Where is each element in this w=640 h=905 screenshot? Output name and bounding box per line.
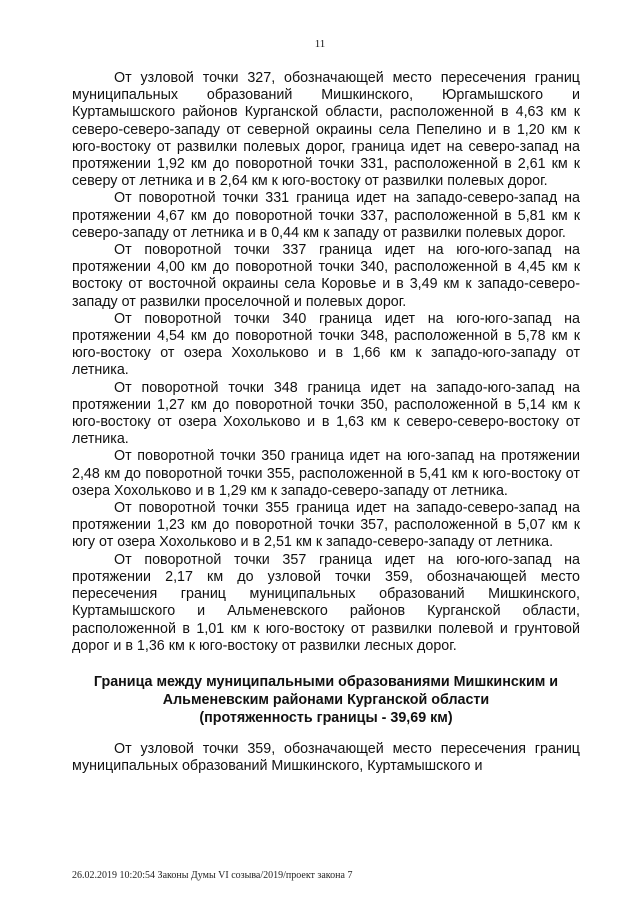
- paragraph-2: От поворотной точки 331 граница идет на западо-северо-запад на протяжении 4,67 км до поворотной точки 337, расположенной в 5,81 км к северо-западу от летника и в 0,44 км к западу от развилки полевых дорог.: [72, 190, 580, 241]
- paragraph-4: От поворотной точки 340 граница идет на юго-юго-запад на протяжении 4,54 км до поворотной точки 348, расположенной в 5,78 км к юго-востоку от озера Хохольково и в 1,66 км к западо-юго-западу от летника.: [72, 310, 580, 379]
- paragraph-8: От поворотной точки 357 граница идет на юго-юго-запад на протяжении 2,17 км до узловой точки 359, обозначающей место пересечения границ муниципальных образований Мишкинского, Куртамышского и Альменевского районов Курганской области, расположенной в 1,01 км к юго-востоку от развилки полевой и грунтовой дорог и в 1,36 км к юго-востоку от развилки лесных дорог.: [72, 551, 580, 654]
- paragraph-9: От узловой точки 359, обозначающей место пересечения границ муниципальных образований Мишкинского, Куртамышского и: [72, 740, 580, 775]
- paragraph-1: От узловой точки 327, обозначающей место пересечения границ муниципальных образований Мишкинского, Юргамышского и Куртамышского районов Курганской области, расположенной в 4,63 км к северо-северо-западу от северной окраины села Пепелино и в 1,20 км к юго-востоку от развилки полевых дорог, граница идет на северо-запад на протяжении 1,92 км до поворотной точки 331, расположенной в 2,61 км к северу от летника и в 2,64 км к юго-востоку от развилки полевых дорог.: [72, 70, 580, 190]
- paragraph-6: От поворотной точки 350 граница идет на юго-запад на протяжении 2,48 км до поворотной точки 355, расположенной в 5,41 км к юго-востоку от озера Хохольково и в 1,29 км к западо-северо-западу от летника.: [72, 448, 580, 499]
- section-heading-line-2: Альменевским районами Курганской области: [162, 691, 490, 708]
- section-heading-line-3: (протяженность границы - 39,69 км): [199, 709, 453, 726]
- paragraph-3: От поворотной точки 337 граница идет на юго-юго-запад на протяжении 4,00 км до поворотной точки 340, расположенной в 4,45 км к востоку от восточной окраины села Коровье и в 3,49 км к западо-северо-западу от развилки проселочной и полевых дорог.: [72, 242, 580, 310]
- paragraph-5: От поворотной точки 348 граница идет на западо-юго-запад на протяжении 1,27 км до поворотной точки 350, расположенной в 5,14 км к юго-востоку от озера Хохольково и в 1,63 км к северо-северо-востоку от летника.: [72, 379, 580, 448]
- section-heading-line-1: Граница между муниципальными образованиями Мишкинским и: [93, 673, 559, 690]
- page-number: 11: [314, 38, 326, 50]
- paragraph-7: От поворотной точки 355 граница идет на западо-северо-запад на протяжении 1,23 км до поворотной точки 357, расположенной в 5,07 км к югу от озера Хохольково и в 2,51 км к западо-северо-западу от летника.: [72, 500, 580, 551]
- section-heading: [72, 673, 580, 727]
- document-body: [72, 70, 580, 775]
- footer-stamp: 26.02.2019 10:20:54 Законы Думы VI созыва/2019/проект закона 7: [72, 870, 353, 881]
